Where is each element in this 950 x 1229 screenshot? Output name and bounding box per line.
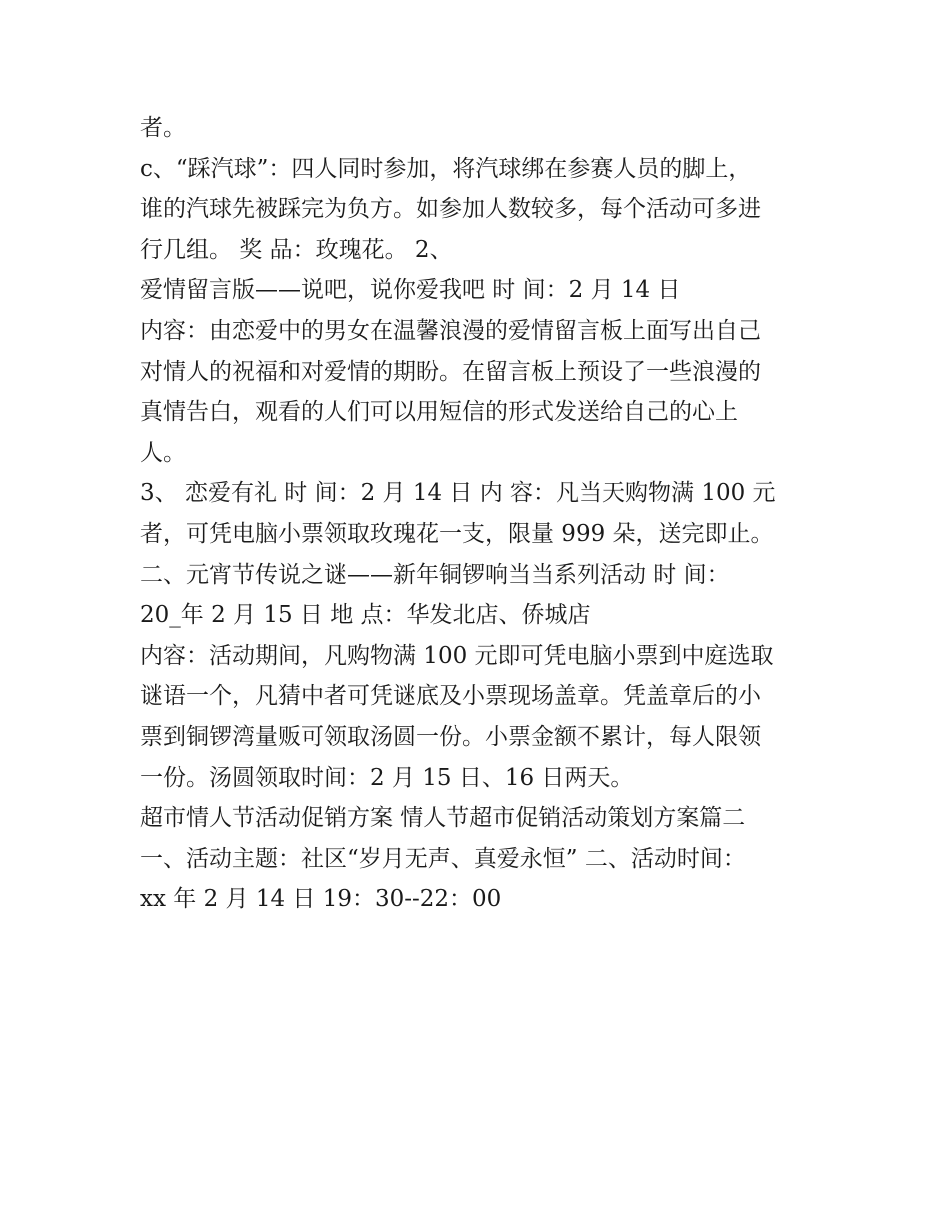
text-line: 一、活动主题：社区“岁月无声、真爱永恒” 二、活动时间： <box>140 845 746 872</box>
text-line: 谜语一个，凡猜中者可凭谜底及小票现场盖章。凭盖章后的小 <box>140 683 761 710</box>
text-line: 人。 <box>140 439 186 466</box>
text-line: 20_年 2 月 15 日 地 点：华发北店、侨城店 <box>140 602 591 629</box>
document-body <box>140 108 830 920</box>
text-line: 行几组。 奖 品：玫瑰花。 2、 <box>140 236 453 263</box>
text-line: 谁的汽球先被踩完为负方。如参加人数较多，每个活动可多进 <box>140 196 761 223</box>
text-line: 内容：活动期间，凡购物满 100 元即可凭电脑小票到中庭选取 <box>140 642 774 669</box>
text-line: 二、元宵节传说之谜——新年铜锣响当当系列活动 时 间： <box>140 561 730 588</box>
text-line: 票到铜锣湾量贩可领取汤圆一份。小票金额不累计，每人限领 <box>140 723 761 750</box>
text-line: 超市情人节活动促销方案 情人节超市促销活动策划方案篇二 <box>140 805 746 832</box>
text-line: xx 年 2 月 14 日 19：30--22：00 <box>140 886 502 913</box>
text-line: 爱情留言版——说吧，说你爱我吧 时 间：2 月 14 日 <box>140 277 681 304</box>
text-line: 真情告白，观看的人们可以用短信的形式发送给自己的心上 <box>140 399 738 426</box>
text-line: 者，可凭电脑小票领取玫瑰花一支，限量 999 朵，送完即止。 <box>140 520 774 547</box>
text-line: 者。 <box>140 115 186 141</box>
text-line: 一份。汤圆领取时间：2 月 15 日、16 日两天。 <box>140 764 634 791</box>
text-line: 3、 恋爱有礼 时 间：2 月 14 日 内 容：凡当天购物满 100 元 <box>140 480 776 507</box>
text-line: 对情人的祝福和对爱情的期盼。在留言板上预设了一些浪漫的 <box>140 358 761 385</box>
text-line: 内容：由恋爱中的男女在温馨浪漫的爱情留言板上面写出自己 <box>140 317 761 344</box>
text-line: c、“踩汽球”：四人同时参加，将汽球绑在参赛人员的脚上， <box>140 155 752 182</box>
